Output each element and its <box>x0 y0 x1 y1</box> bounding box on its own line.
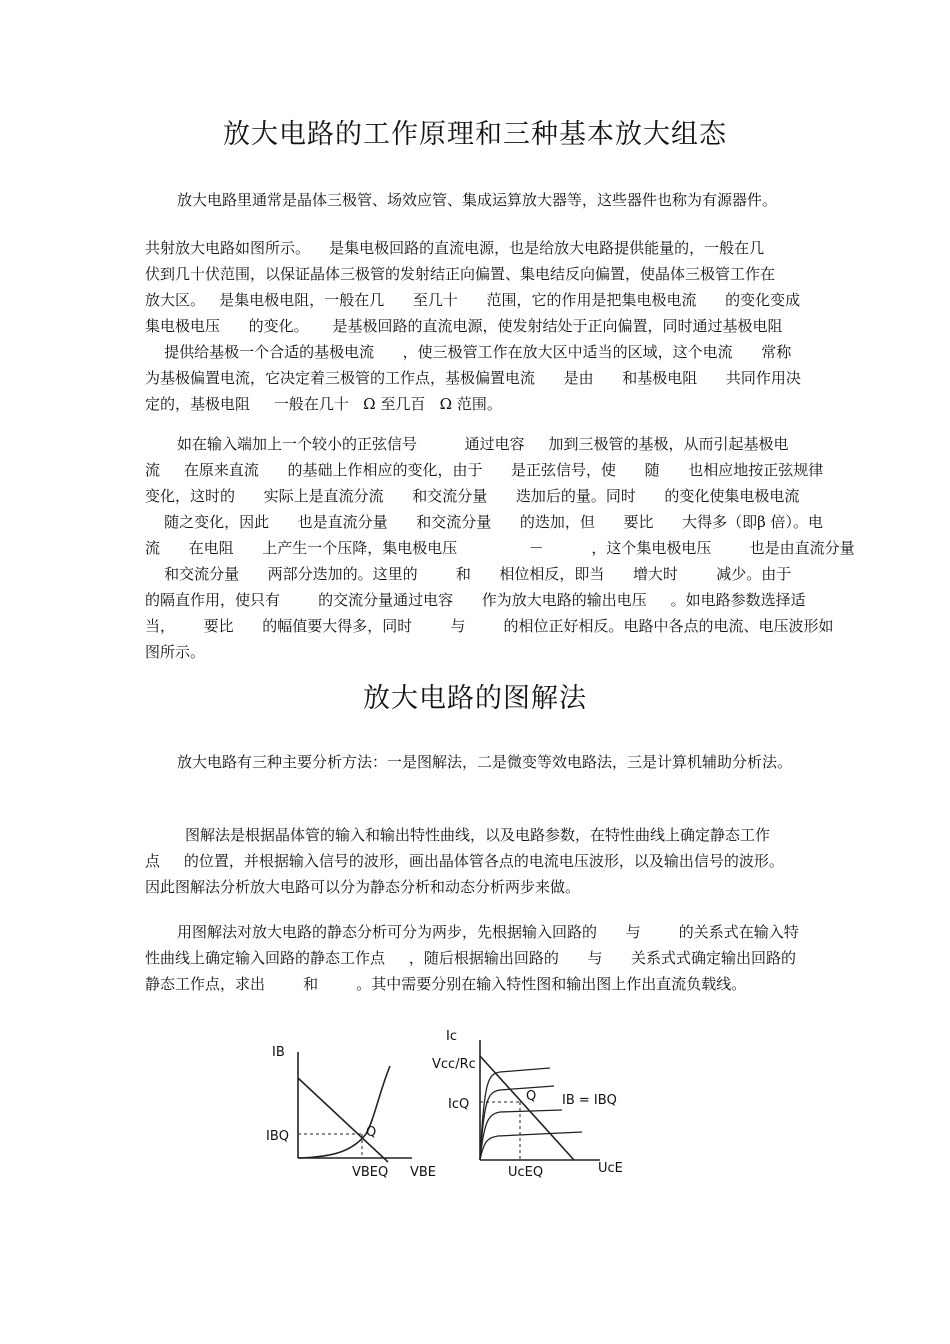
text-line: 随之变化，因此 也是直流分量 和交流分量 的迭加，但 要比 大得多（即β 倍）。电 <box>145 513 824 531</box>
text-line: 集电极电压 的变化。 是基极回路的直流电源，使发射结处于正向偏置，同时通过基极电阻 <box>145 317 783 335</box>
tick-label-ibq: IBQ <box>266 1129 289 1144</box>
text-line: 性曲线上确定输入回路的静态工作点 ，随后根据输出回路的 与 关系式式确定输出回路的 <box>145 949 797 967</box>
text-line: 为基极偏置电流，它决定着三极管的工作点，基极偏置电流 是由 和基极电阻 共同作用决 <box>145 369 801 387</box>
paragraph-analysis-methods: 放大电路有三种主要分析方法：一是图解法，二是微变等效电路法，三是计算机辅助分析法。 <box>177 753 793 771</box>
axis-label-vbe: VBE <box>410 1165 437 1180</box>
curve-label-ib-ibq: IB = IBQ <box>562 1093 617 1108</box>
paragraph-static-analysis <box>145 919 809 997</box>
paragraph-sine-input <box>145 431 855 665</box>
text-line: 流 在电阻 上产生一个压降，集电极电压 － ，这个集电极电压 也是由直流分量 <box>145 539 855 557</box>
text-line: 放大区。 是集电极电阻，一般在几 至几十 范围，它的作用是把集电极电流 的变化变成 <box>145 291 801 309</box>
text-line: 因此图解法分析放大电路可以分为静态分析和动态分析两步来做。 <box>145 878 581 896</box>
axis-label-uce: UcE <box>598 1161 623 1176</box>
text-line: 当， 要比 的幅值要大得多，同时 与 的相位正好相反。电路中各点的电流、电压波形如 <box>145 617 834 635</box>
text-line: 点 的位置，并根据输入信号的波形，画出晶体管各点的电流电压波形，以及输出信号的波形。 <box>145 852 784 870</box>
text-line: 流 在原来直流 的基础上作相应的变化，由于 是正弦信号，使 随 也相应地按正弦规律 <box>145 461 824 479</box>
text-line: 图所示。 <box>145 643 206 661</box>
tick-label-vbeq: VBEQ <box>352 1165 389 1180</box>
paragraph-common-emitter <box>145 235 809 417</box>
text-line: 和交流分量 两部分迭加的。这里的 和 相位相反，即当 增大时 减少。由于 <box>145 565 792 583</box>
input-curve <box>298 1066 390 1158</box>
text-line: 定的，基极电阻 一般在几十 Ω 至几百 Ω 范围。 <box>145 395 502 413</box>
title-graphical-method: 放大电路的图解法 <box>363 683 587 714</box>
text-line: 的隔直作用，使只有 的交流分量通过电容 作为放大电路的输出电压 。如电路参数选择适 <box>145 591 806 609</box>
tick-label-icq: IcQ <box>448 1097 470 1112</box>
tick-label-uceq: UcEQ <box>508 1165 544 1180</box>
output-characteristic-plot <box>432 1029 623 1180</box>
text-line: 用图解法对放大电路的静态分析可分为两步，先根据输入回路的 与 的关系式在输入特 <box>177 923 799 941</box>
title-working-principle: 放大电路的工作原理和三种基本放大组态 <box>223 119 727 150</box>
characteristic-curves-figure <box>262 1012 632 1192</box>
paragraph-active-devices: 放大电路里通常是晶体三极管、场效应管、集成运算放大器等，这些器件也称为有源器件。 <box>177 191 778 209</box>
paragraph-graphical-definition <box>145 822 809 900</box>
text-line: 如在输入端加上一个较小的正弦信号 通过电容 加到三极管的基极，从而引起基极电 <box>177 435 789 453</box>
axis-label-ic: Ic <box>446 1029 457 1044</box>
load-line <box>298 1078 388 1162</box>
text-line: 伏到几十伏范围，以保证晶体三极管的发射结正向偏置、集电结反向偏置，使晶体三极管工作在 <box>145 265 776 283</box>
input-characteristic-plot <box>266 1045 436 1180</box>
tick-label-vcc-rc: Vcc/Rc <box>432 1057 476 1072</box>
output-curve-1 <box>480 1132 582 1160</box>
text-line: 共射放大电路如图所示。 是集电极回路的直流电源，也是给放大电路提供能量的，一般在几 <box>145 239 765 257</box>
point-label-q-left: Q <box>366 1125 377 1140</box>
text-line: 图解法是根据晶体管的输入和输出特性曲线，以及电路参数，在特性曲线上确定静态工作 <box>185 826 771 844</box>
text-line: 变化，这时的 实际上是直流分流 和交流分量 迭加后的量。同时 的变化使集电极电流 <box>145 487 800 505</box>
output-curve-4 <box>480 1068 550 1160</box>
text-line: 静态工作点，求出 和 。其中需要分别在输入特性图和输出图上作出直流负载线。 <box>145 975 747 993</box>
axis-label-ib: IB <box>272 1045 285 1060</box>
dc-load-line <box>480 1056 574 1160</box>
point-label-q-right: Q <box>526 1089 537 1104</box>
text-line: 提供给基极一个合适的基极电流 ，使三极管工作在放大区中适当的区域，这个电流 常称 <box>145 343 792 361</box>
